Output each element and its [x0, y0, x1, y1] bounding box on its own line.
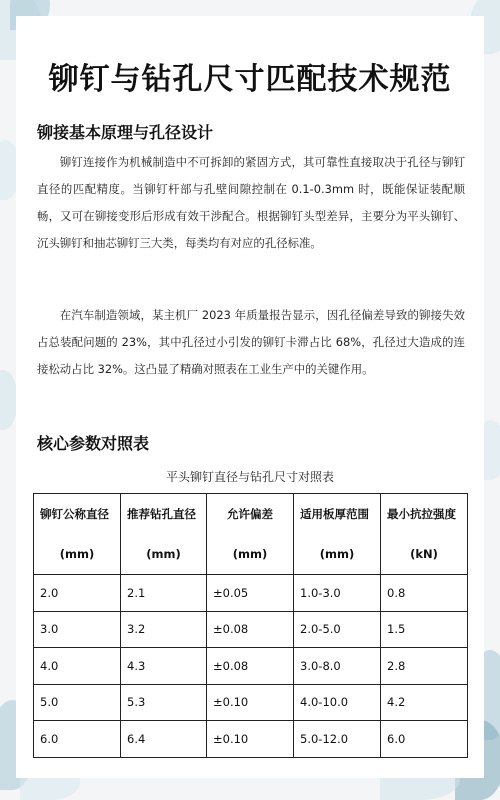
table-cell: 5.3: [121, 684, 207, 721]
table-cell: ±0.05: [207, 575, 294, 612]
table-cell: 3.2: [121, 611, 207, 648]
column-header: 适用板厚范围 (mm): [294, 494, 381, 575]
section-heading-table: 核心参数对照表: [37, 434, 150, 453]
table-cell: 3.0-8.0: [294, 648, 381, 685]
table-row: [34, 721, 468, 758]
table-cell: ±0.08: [207, 611, 294, 648]
table-cell: 5.0: [34, 684, 121, 721]
paragraph-2: 在汽车制造领域，某主机厂 2023 年质量报告显示，因孔径偏差导致的铆接失效占总装配问题的 23%，其中孔径过小引发的铆钉卡滞占比 68%，孔径过大造成的连接松动占比 32%。这凸显了精确对照表在工业生产中的关键作用。: [37, 308, 465, 376]
rivet-size-table: [33, 493, 468, 758]
document-card: [16, 16, 484, 778]
table-row: [34, 648, 468, 685]
table-row: [34, 684, 468, 721]
table-cell: 2.0: [34, 575, 121, 612]
column-header: 铆钉公称直径 (mm): [34, 494, 121, 575]
table-cell: 0.8: [381, 575, 468, 612]
table-cell: 1.0-3.0: [294, 575, 381, 612]
table-cell: 6.4: [121, 721, 207, 758]
table-row: [34, 611, 468, 648]
table-cell: ±0.10: [207, 684, 294, 721]
paragraph-1: 铆钉连接作为机械制造中不可拆卸的紧固方式，其可靠性直接取决于孔径与铆钉直径的匹配精度。当铆钉杆部与孔壁间隙控制在 0.1-0.3mm 时，既能保证装配顺畅，又可在铆接变形后形成有效干涉配合。根据铆钉头型差异，主要分为平头铆钉、沉头铆钉和抽芯铆钉三大类，每类均有对应的孔径标准。: [37, 155, 465, 250]
table-cell: 6.0: [34, 721, 121, 758]
table-cell: 2.1: [121, 575, 207, 612]
column-header: 最小抗拉强度 (kN): [381, 494, 468, 575]
table-cell: ±0.10: [207, 721, 294, 758]
page-title: 铆钉与钻孔尺寸匹配技术规范: [48, 62, 452, 97]
table-cell: ±0.08: [207, 648, 294, 685]
table-cell: 4.0: [34, 648, 121, 685]
column-header: 允许偏差 (mm): [207, 494, 294, 575]
table-cell: 4.2: [381, 684, 468, 721]
section-heading-principles: 铆接基本原理与孔径设计: [37, 123, 214, 142]
table-row: [34, 575, 468, 612]
table-caption: 平头铆钉直径与钻孔尺寸对照表: [165, 470, 334, 484]
table-cell: 1.5: [381, 611, 468, 648]
table-cell: 5.0-12.0: [294, 721, 381, 758]
table-cell: 3.0: [34, 611, 121, 648]
table-header-row: [34, 494, 468, 575]
table-cell: 2.0-5.0: [294, 611, 381, 648]
table-cell: 4.3: [121, 648, 207, 685]
table-cell: 4.0-10.0: [294, 684, 381, 721]
table-cell: 2.8: [381, 648, 468, 685]
table-cell: 6.0: [381, 721, 468, 758]
column-header: 推荐钻孔直径 (mm): [121, 494, 207, 575]
